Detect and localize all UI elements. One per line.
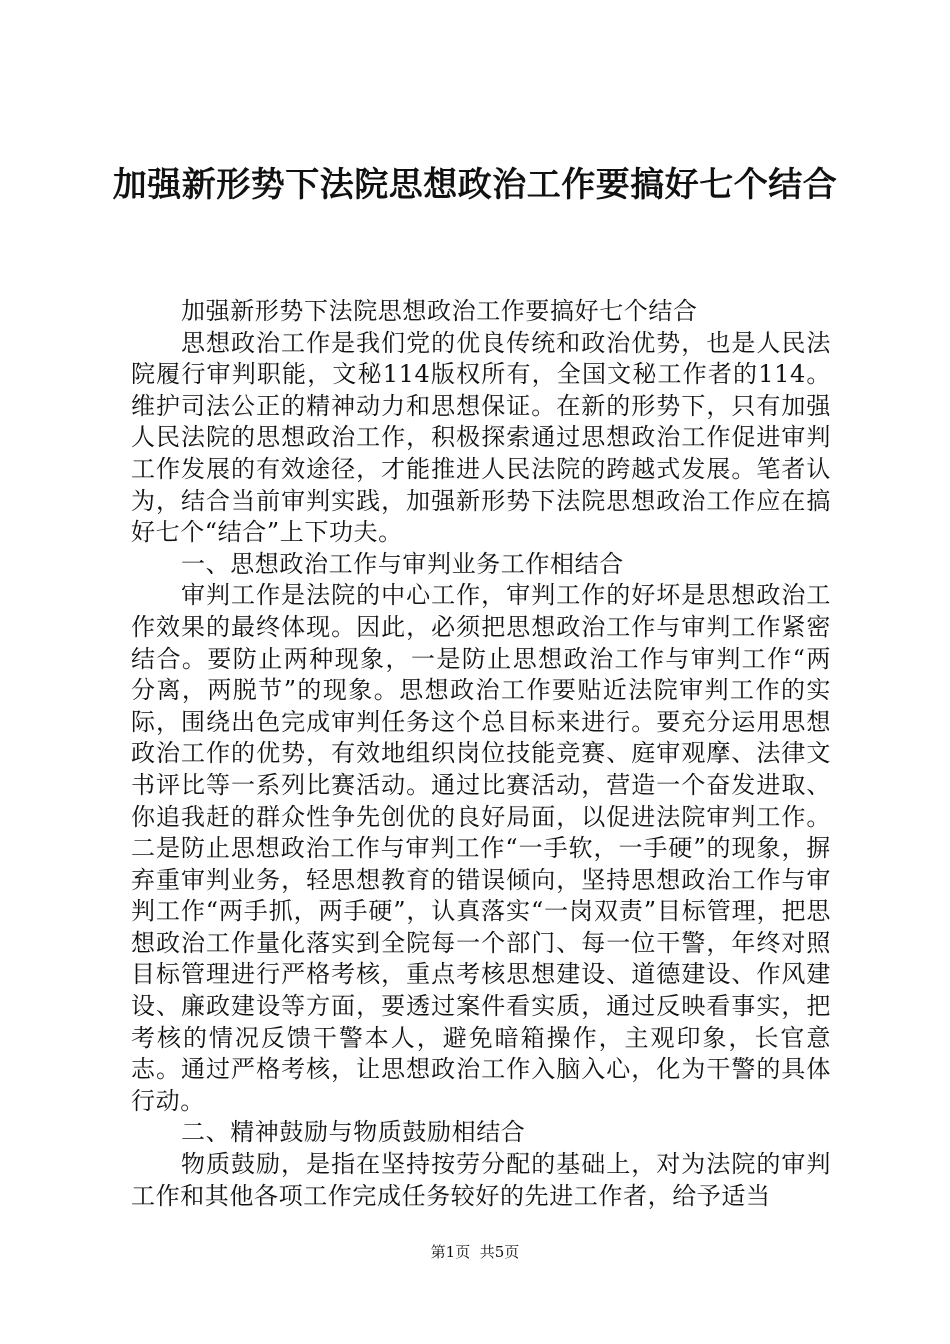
paragraph-repeat-title: 加强新形势下法院思想政治工作要搞好七个结合: [181, 297, 698, 325]
page-footer: [0, 1242, 950, 1262]
document-title: 加强新形势下法院思想政治工作要搞好七个结合: [112, 165, 838, 205]
section-heading-2: 二、精神鼓励与物质鼓励相结合: [181, 1118, 526, 1147]
paragraph-intro: 思想政治工作是我们党的优良传统和政治优势，也是人民法院履行审判职能，文秘114版权所有，全国文秘工作者的114。维护司法公正的精神动力和思想保证。在新的形势下，只有加强人民法院的思想政治工作，积极探索通过思想政治工作促进审判工作发展的有效途径，才能推进人民法院的跨越式发展。笔者认为，结合当前审判实践，加强新形势下法院思想政治工作应在搞好七个“结合”上下功夫。: [131, 328, 831, 547]
paragraph-section-2: 物质鼓励，是指在坚持按劳分配的基础上，对为法院的审判工作和其他各项工作完成任务较好的先进工作者，给予适当: [131, 1150, 831, 1210]
document-body: [131, 296, 831, 1212]
page-number: 第1页: [430, 1243, 471, 1261]
page-total: 共5页: [479, 1243, 520, 1261]
section-heading-1: 一、思想政治工作与审判业务工作相结合: [181, 549, 624, 578]
paragraph-section-1: 审判工作是法院的中心工作，审判工作的好坏是思想政治工作效果的最终体现。因此，必须把思想政治工作与审判工作紧密结合。要防止两种现象，一是防止思想政治工作与审判工作“两分离，两脱节”的现象。思想政治工作要贴近法院审判工作的实际，围绕出色完成审判任务这个总目标来进行。要充分运用思想政治工作的优势，有效地组织岗位技能竞赛、庭审观摩、法律文书评比等一系列比赛活动。通过比赛活动，营造一个奋发进取、你追我赶的群众性争先创优的良好局面，以促进法院审判工作。二是防止思想政治工作与审判工作“一手软，一手硬”的现象，摒弃重审判业务，轻思想教育的错误倾向，坚持思想政治工作与审判工作“两手抓，两手硬”，认真落实“一岗双责”目标管理，把思想政治工作量化落实到全院每一个部门、每一位干警，年终对照目标管理进行严格考核，重点考核思想建设、道德建设、作风建设、廉政建设等方面，要透过案件看实质，通过反映看事实，把考核的情况反馈干警本人，避免暗箱操作，主观印象，长官意志。通过严格考核，让思想政治工作入脑入心，化为干警的具体行动。: [131, 581, 831, 1115]
